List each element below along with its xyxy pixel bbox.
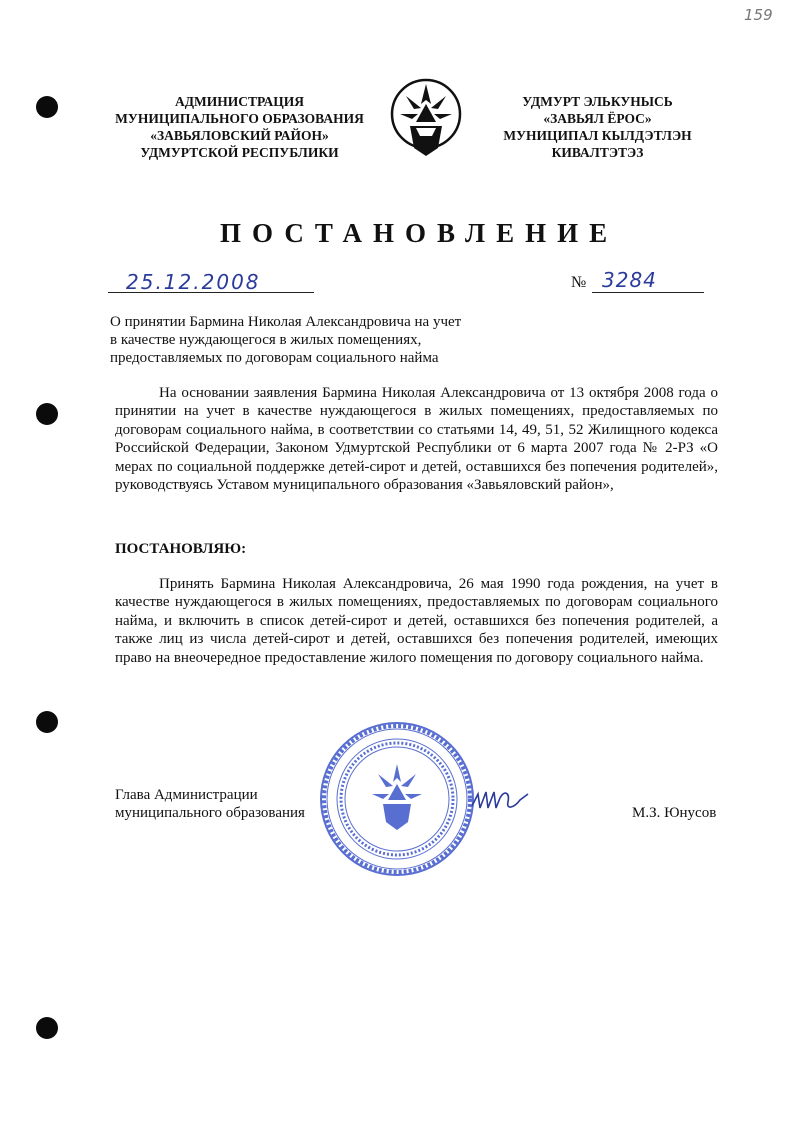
document-title: ПОСТАНОВЛЕНИЕ (220, 218, 619, 248)
number-line (592, 292, 704, 293)
resolve-heading: ПОСТАНОВЛЯЮ: (115, 541, 247, 557)
left-header-line-3: «ЗАВЬЯЛОВСКИЙ РАЙОН» (150, 128, 329, 143)
right-header-line-2: «ЗАВЬЯЛ ЁРОС» (543, 111, 652, 126)
left-header-line-4: УДМУРТСКОЙ РЕСПУБЛИКИ (140, 145, 339, 160)
punch-hole-4 (36, 1017, 58, 1039)
document-subject (110, 313, 461, 367)
signatory-line-1: Глава Администрации (115, 787, 258, 803)
number-handwritten: 3284 (602, 268, 657, 292)
punch-hole-3 (36, 711, 58, 733)
right-header (480, 93, 715, 161)
district-emblem (386, 74, 466, 160)
number-label: № (571, 274, 587, 291)
official-seal-stamp (316, 718, 478, 880)
handwritten-signature (468, 786, 532, 816)
signer-name: М.З. Юнусов (632, 805, 717, 821)
right-header-line-1: УДМУРТ ЭЛЬКУНЫСЬ (522, 94, 673, 109)
date-handwritten: 25.12.2008 (126, 270, 261, 294)
signatory-line-2: муниципального образования (115, 805, 305, 821)
punch-hole-2 (36, 403, 58, 425)
punch-hole-1 (36, 96, 58, 118)
left-header (107, 93, 372, 161)
page-number-mark: 159 (744, 6, 773, 24)
subject-line-1: О принятии Бармина Николая Александровича на учет (110, 314, 462, 330)
signatory-title (115, 786, 305, 822)
subject-line-2: в качестве нуждающегося в жилых помещениях, (110, 332, 422, 348)
right-header-line-3: МУНИЦИПАЛ КЫЛДЭТЛЭН (503, 128, 692, 143)
right-header-line-4: КИВАЛТЭТЭЗ (551, 145, 644, 160)
preamble-paragraph: На основании заявления Бармина Николая Александровича от 13 октября 2008 года о принятии на учет в качестве нуждающегося в жилых помещениях, предоставляемых по договорам социального найма, в соответствии со статьями 14, 49, 51, 52 Жилищного кодекса Российской Федерации, Законом Удмуртской Республики от 6 марта 2007 года № 2-РЗ «О мерах по социальной поддержке детей-сирот и детей, оставшихся без попечения родителей», руководствуясь Уставом муниципального образования «Завьяловский район», (115, 385, 718, 494)
left-header-line-1: АДМИНИСТРАЦИЯ (174, 94, 305, 109)
decision-paragraph: Принять Бармина Николая Александровича, 26 мая 1990 года рождения, на учет в качестве нуждающегося в жилых помещениях, предоставляемых по договорам социального найма, и включить в список детей-сирот и детей, оставшихся без попечения родителей, а также лиц из числа детей-сирот и детей, оставшихся без попечения родителей, имеющих право на внеочередное предоставление жилого помещения по договору социального найма. (115, 576, 718, 666)
left-header-line-2: МУНИЦИПАЛЬНОГО ОБРАЗОВАНИЯ (115, 111, 364, 126)
subject-line-3: предоставляемых по договорам социального найма (110, 350, 439, 366)
